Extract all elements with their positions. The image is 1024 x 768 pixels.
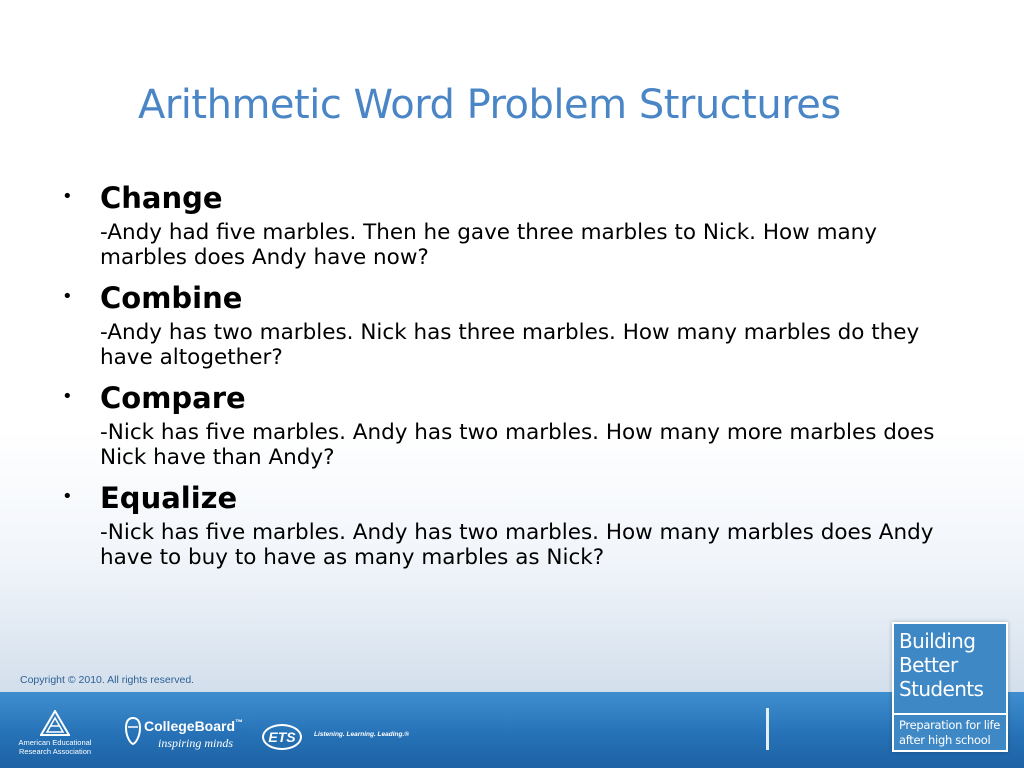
aera-line-2: Research Association	[18, 747, 92, 756]
bbs-line-3: Students	[899, 677, 984, 701]
item-body: -Andy had five marbles. Then he gave three marbles to Nick. How many marbles does Andy have now?	[100, 220, 878, 270]
collegeboard-tagline: inspiring minds	[158, 736, 234, 750]
list-item-combine	[60, 278, 960, 370]
footer-band	[0, 692, 1024, 768]
aera-name	[12, 738, 98, 756]
bbs-line-1: Building	[899, 629, 976, 653]
slide-title: Arithmetic Word Problem Structures	[138, 82, 841, 128]
collegeboard-trademark: ™	[235, 718, 244, 727]
collegeboard-acorn-icon	[124, 716, 142, 746]
collegeboard-name	[144, 718, 243, 734]
ets-tagline: Listening. Learning. Leading.®	[314, 731, 410, 738]
bbs-heading	[894, 624, 1006, 713]
bullet-icon: •	[62, 286, 73, 307]
list-item-change	[60, 178, 960, 270]
item-body: -Andy has two marbles. Nick has three marbles. How many marbles do they have altogether?	[100, 320, 920, 370]
item-heading: Combine	[100, 281, 243, 315]
item-heading: Compare	[100, 381, 246, 415]
bullet-icon: •	[62, 486, 73, 507]
bbs-line-2: Better	[899, 653, 958, 677]
item-heading: Change	[100, 181, 223, 215]
ets-logo-icon: ETS	[262, 724, 302, 750]
bullet-icon: •	[62, 386, 73, 407]
list-item-compare	[60, 378, 960, 470]
slide-content	[60, 178, 960, 578]
list-item-equalize	[60, 478, 960, 570]
collegeboard-name-text: CollegeBoard	[144, 718, 236, 734]
footer-divider	[766, 708, 769, 750]
bbs-sub-line-1: Preparation for life	[899, 718, 1001, 732]
bullet-icon: •	[62, 186, 73, 207]
building-better-students-box[interactable]	[892, 622, 1008, 752]
bbs-sub-line-2: after high school	[899, 733, 991, 747]
aera-line-1: American Educational	[18, 738, 92, 747]
item-heading: Equalize	[100, 481, 238, 515]
item-body: -Nick has five marbles. Andy has two marbles. How many more marbles does Nick have than Andy?	[100, 420, 935, 470]
item-body: -Nick has five marbles. Andy has two marbles. How many marbles does Andy have to buy to have as many marbles as Nick?	[100, 520, 934, 570]
aera-logo[interactable]	[12, 710, 98, 756]
aera-logo-icon	[40, 710, 70, 736]
copyright-notice: Copyright © 2010. All rights reserved.	[20, 674, 195, 686]
bbs-subtitle	[894, 715, 1006, 748]
